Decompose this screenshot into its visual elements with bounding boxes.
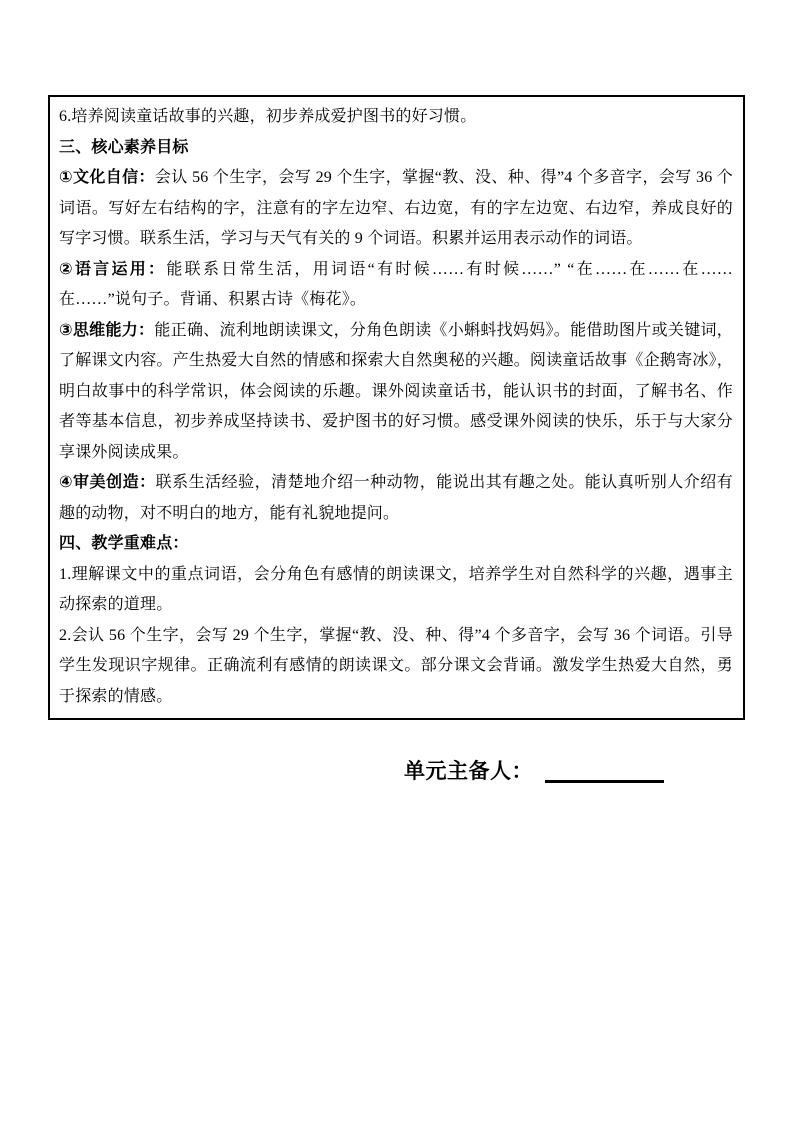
paragraph-text: 能联系日常生活，用词语“有时候……有时候……” “在……在……在……在……”说句子。背诵、积累古诗《梅花》。: [59, 260, 734, 308]
paragraph-label: ④审美创造：: [59, 474, 156, 491]
section-heading: [59, 133, 733, 164]
section-heading: [59, 529, 733, 560]
paragraph-text: 能正确、流利地朗读课文，分角色朗读《小蝌蚪找妈妈》。能借助图片或关键词，了解课文内容。产生热爱大自然的情感和探索大自然奥秘的兴趣。阅读童话故事《企鹅寄冰》，明白故事中的科学常识，体会阅读的乐趣。课外阅读童话书，能认识书的封面，了解书名、作者等基本信息，初步养成坚持读书、爱护图书的好习惯。感受课外阅读的快乐，乐于与大家分享课外阅读成果。: [59, 321, 733, 461]
paragraph: [59, 163, 733, 255]
footer-signature: [404, 757, 664, 787]
paragraph: [59, 102, 733, 133]
paragraph: [59, 255, 733, 316]
paragraph-label: ③思维能力：: [59, 321, 155, 339]
paragraph: [59, 560, 733, 621]
paragraph: [59, 316, 733, 469]
paragraph-text: 会认 56 个生字，会写 29 个生字，掌握“教、没、种、得”4 个多音字，会写 36 个词语。写好左右结构的字，注意有的字左边窄、右边宽，有的字左边宽、右边窄，养成良好的写字习惯。联系生活，学习与天气有关的 9 个词语。积累并运用表示动作的词语。: [59, 169, 733, 247]
paragraph-label: ②语言运用：: [59, 260, 167, 278]
lesson-plan-table-cell: [48, 95, 745, 720]
paragraph-label: ①文化自信：: [59, 169, 155, 186]
signature-label: 单元主备人：: [404, 760, 533, 783]
paragraph-text: 1.理解课文中的重点词语，会分角色有感情的朗读课文，培养学生对自然科学的兴趣，遇事主动探索的道理。: [59, 565, 733, 613]
paragraph-text: 联系生活经验，清楚地介绍一种动物，能说出其有趣之处。能认真听别人介绍有趣的动物，对不明白的地方，能有礼貌地提问。: [59, 474, 733, 522]
paragraph-text: 6.培养阅读童话故事的兴趣，初步养成爱护图书的好习惯。: [59, 108, 477, 125]
signature-blank-line: [545, 780, 664, 783]
paragraph-text: 2.会认 56 个生字，会写 29 个生字，掌握“教、没、种、得”4 个多音字，会写 36 个词语。引导学生发现识字规律。正确流利有感情的朗读课文。部分课文会背诵。激发学生热爱大自然，勇于探索的情感。: [59, 626, 733, 705]
paragraph: [59, 621, 733, 713]
section-heading-text: 四、教学重难点：: [59, 535, 189, 552]
section-heading-text: 三、核心素养目标: [59, 138, 189, 156]
paragraph: [59, 468, 733, 529]
